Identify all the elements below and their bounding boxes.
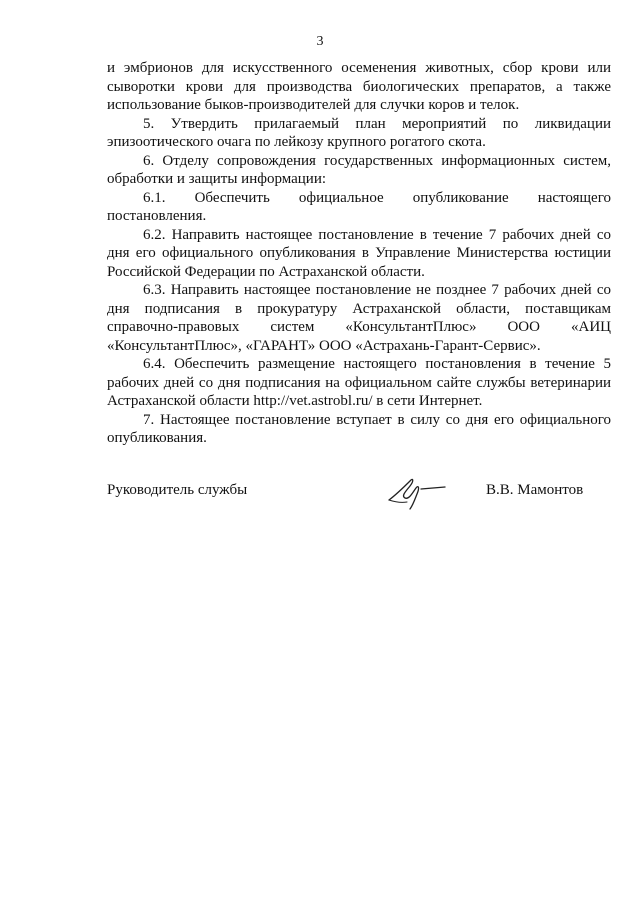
page-number: 3 xyxy=(316,34,324,49)
paragraph-item-6: 6. Отделу сопровождения государственных информационных систем, обработки и защиты информации: xyxy=(107,152,611,187)
paragraph-item-6-4: 6.4. Обеспечить размещение настоящего постановления в течение 5 рабочих дней со дня подписания на официальном сайте службы ветеринарии Астраханской области http://vet.astrobl.ru/ в сети Интернет. xyxy=(107,356,611,409)
paragraph-item-6-3: 6.3. Направить настоящее постановление не позднее 7 рабочих дней со дня подписания в прокуратуру Астраханской области, поставщикам справочно-правовых систем «КонсультантПлюс» ООО «АИЦ «КонсультантПлюс», «ГАРАНТ» ООО «Астрахань-Гарант-Сервис». xyxy=(107,282,611,354)
signatory-position: Руководитель службы xyxy=(107,482,248,498)
paragraph-item-7: 7. Настоящее постановление вступает в силу со дня его официального опубликования. xyxy=(107,411,611,446)
paragraph-continuation: и эмбрионов для искусственного осеменения животных, сбор крови или сыворотки крови для производства биологических препаратов, а также использование быков-производителей для случки коров и телок. xyxy=(107,60,611,113)
paragraph-item-6-2: 6.2. Направить настоящее постановление в течение 7 рабочих дней со дня его официального опубликования в Управление Министерства юстиции Российской Федерации по Астраханской области. xyxy=(107,226,611,280)
paragraph-item-5: 5. Утвердить прилагаемый план мероприятий по ликвидации эпизоотического очага по лейкозу крупного рогатого скота. xyxy=(107,115,611,150)
signature-block xyxy=(107,478,611,514)
document-body xyxy=(107,59,611,448)
handwritten-signature xyxy=(383,472,453,512)
paragraph-item-6-1: 6.1. Обеспечить официальное опубликование настоящего постановления. xyxy=(107,189,611,224)
signatory-name: В.В. Мамонтов xyxy=(486,482,584,498)
